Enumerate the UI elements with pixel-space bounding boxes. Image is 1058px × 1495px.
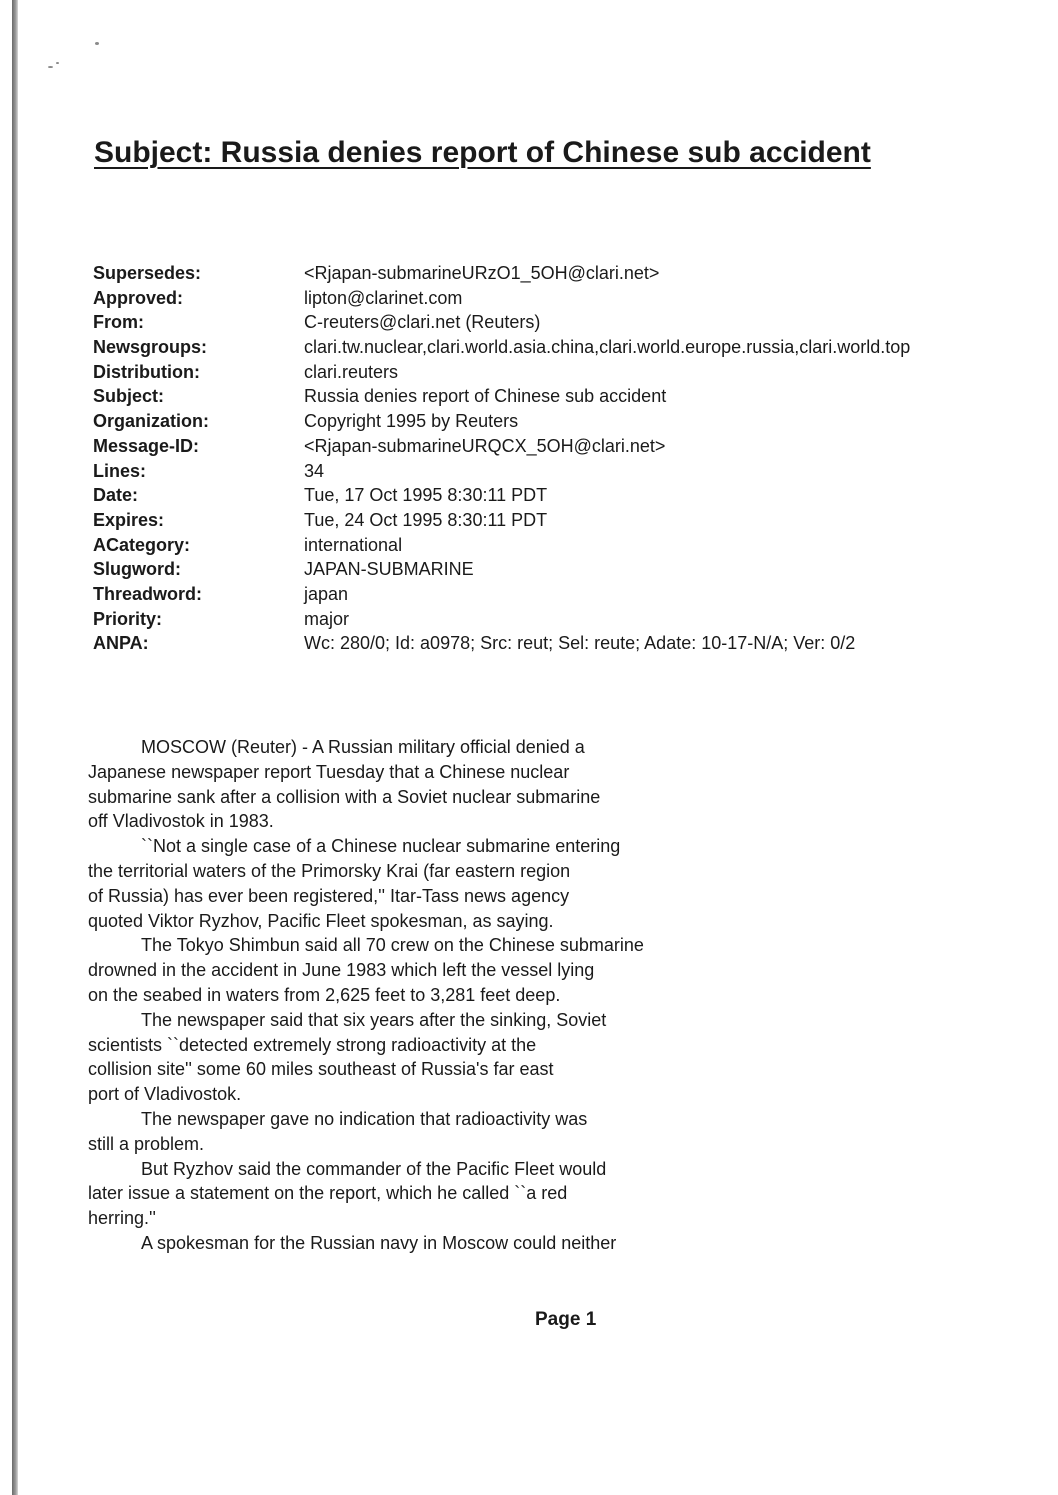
header-label: Distribution: [93, 361, 200, 382]
header-label: Threadword: [93, 583, 203, 604]
header-row [93, 286, 1053, 311]
article-line: on the seabed in waters from 2,625 feet to 3,281 feet deep. [88, 984, 561, 1005]
header-label: Slugword: [93, 559, 181, 580]
header-row [93, 607, 1053, 632]
header-value: <Rjapan-submarineURQCX_5OH@clari.net> [304, 435, 666, 456]
article-line: quoted Viktor Ryzhov, Pacific Fleet spokesman, as saying. [88, 910, 554, 931]
article-paragraph [88, 1008, 788, 1107]
article-line: But Ryzhov said the commander of the Pacific Fleet would [141, 1158, 607, 1179]
header-value: JAPAN-SUBMARINE [304, 559, 474, 580]
header-value: C-reuters@clari.net (Reuters) [304, 312, 541, 333]
article-line: The newspaper gave no indication that radioactivity was [141, 1108, 588, 1129]
header-row [93, 533, 1053, 558]
header-label: Expires: [93, 509, 165, 530]
message-headers [93, 261, 1053, 656]
header-row [93, 483, 1053, 508]
header-label: Newsgroups: [93, 337, 208, 358]
header-value: japan [304, 583, 349, 604]
scan-speck [48, 66, 53, 68]
article-line: off Vladivostok in 1983. [88, 811, 274, 832]
header-label: From: [93, 312, 144, 333]
article-line: of Russia) has ever been registered,'' Itar-Tass news agency [88, 885, 570, 906]
article-paragraph [88, 1107, 788, 1157]
article-paragraph [88, 933, 788, 1007]
header-row [93, 508, 1053, 533]
article-line: still a problem. [88, 1133, 205, 1154]
article-paragraph [88, 834, 788, 933]
header-label: Organization: [93, 411, 209, 432]
article-line: The newspaper said that six years after the sinking, Soviet [141, 1009, 607, 1030]
header-row [93, 261, 1053, 286]
article-line: scientists ``detected extremely strong radioactivity at the [88, 1034, 537, 1055]
article-line: port of Vladivostok. [88, 1084, 242, 1105]
header-value: clari.reuters [304, 361, 399, 382]
header-value: <Rjapan-submarineURzO1_5OH@clari.net> [304, 263, 660, 283]
article-line: submarine sank after a collision with a Soviet nuclear submarine [88, 786, 601, 807]
header-label: Message-ID: [93, 435, 200, 456]
page-number: Page 1 [535, 1309, 597, 1330]
header-value: international [304, 534, 403, 555]
header-value: clari.tw.nuclear,clari.world.asia.china,clari.world.europe.russia,clari.world.top [304, 337, 911, 358]
header-label: Approved: [93, 287, 183, 308]
article-line: collision site'' some 60 miles southeast of Russia's far east [88, 1059, 554, 1080]
article-line: A spokesman for the Russian navy in Moscow could neither [141, 1232, 617, 1253]
header-row [93, 459, 1053, 484]
header-row [93, 384, 1053, 409]
header-value: lipton@clarinet.com [304, 287, 463, 308]
header-label: Supersedes: [93, 263, 202, 283]
header-row [93, 557, 1053, 582]
header-value: 34 [304, 460, 325, 481]
header-label: ANPA: [93, 633, 149, 654]
document-title: Subject: Russia denies report of Chinese sub accident [94, 136, 871, 169]
article-line: The Tokyo Shimbun said all 70 crew on the Chinese submarine [141, 935, 644, 956]
header-value: Russia denies report of Chinese sub accident [304, 386, 667, 407]
header-value: major [304, 608, 350, 629]
header-row [93, 310, 1053, 335]
header-row [93, 582, 1053, 607]
article-line: ``Not a single case of a Chinese nuclear submarine entering [141, 836, 621, 857]
article-line: Japanese newspaper report Tuesday that a Chinese nuclear [88, 761, 570, 782]
article-line: later issue a statement on the report, which he called ``a red [88, 1183, 568, 1204]
article-paragraph [88, 1157, 788, 1231]
header-row [93, 434, 1053, 459]
header-row [93, 335, 1053, 360]
header-row [93, 360, 1053, 385]
article-line: the territorial waters of the Primorsky Krai (far eastern region [88, 860, 571, 881]
header-value: Tue, 24 Oct 1995 8:30:11 PDT [304, 509, 548, 530]
article-line: MOSCOW (Reuter) - A Russian military official denied a [141, 737, 585, 757]
header-value: Copyright 1995 by Reuters [304, 411, 519, 432]
header-label: Lines: [93, 460, 147, 481]
header-row [93, 631, 1053, 656]
article-body [88, 735, 788, 1256]
article-paragraph [88, 735, 788, 834]
scan-speck [95, 42, 99, 45]
header-label: Priority: [93, 608, 163, 629]
header-label: ACategory: [93, 534, 191, 555]
header-value: Wc: 280/0; Id: a0978; Src: reut; Sel: reute; Adate: 10-17-N/A; Ver: 0/2 [304, 633, 856, 654]
article-line: drowned in the accident in June 1983 which left the vessel lying [88, 960, 595, 981]
scan-speck [56, 62, 59, 64]
scan-edge-shadow [12, 0, 18, 1495]
article-line: herring.'' [88, 1208, 156, 1229]
header-value: Tue, 17 Oct 1995 8:30:11 PDT [304, 485, 548, 506]
header-label: Subject: [93, 386, 165, 407]
header-label: Date: [93, 485, 139, 506]
article-paragraph [88, 1231, 788, 1256]
header-row [93, 409, 1053, 434]
